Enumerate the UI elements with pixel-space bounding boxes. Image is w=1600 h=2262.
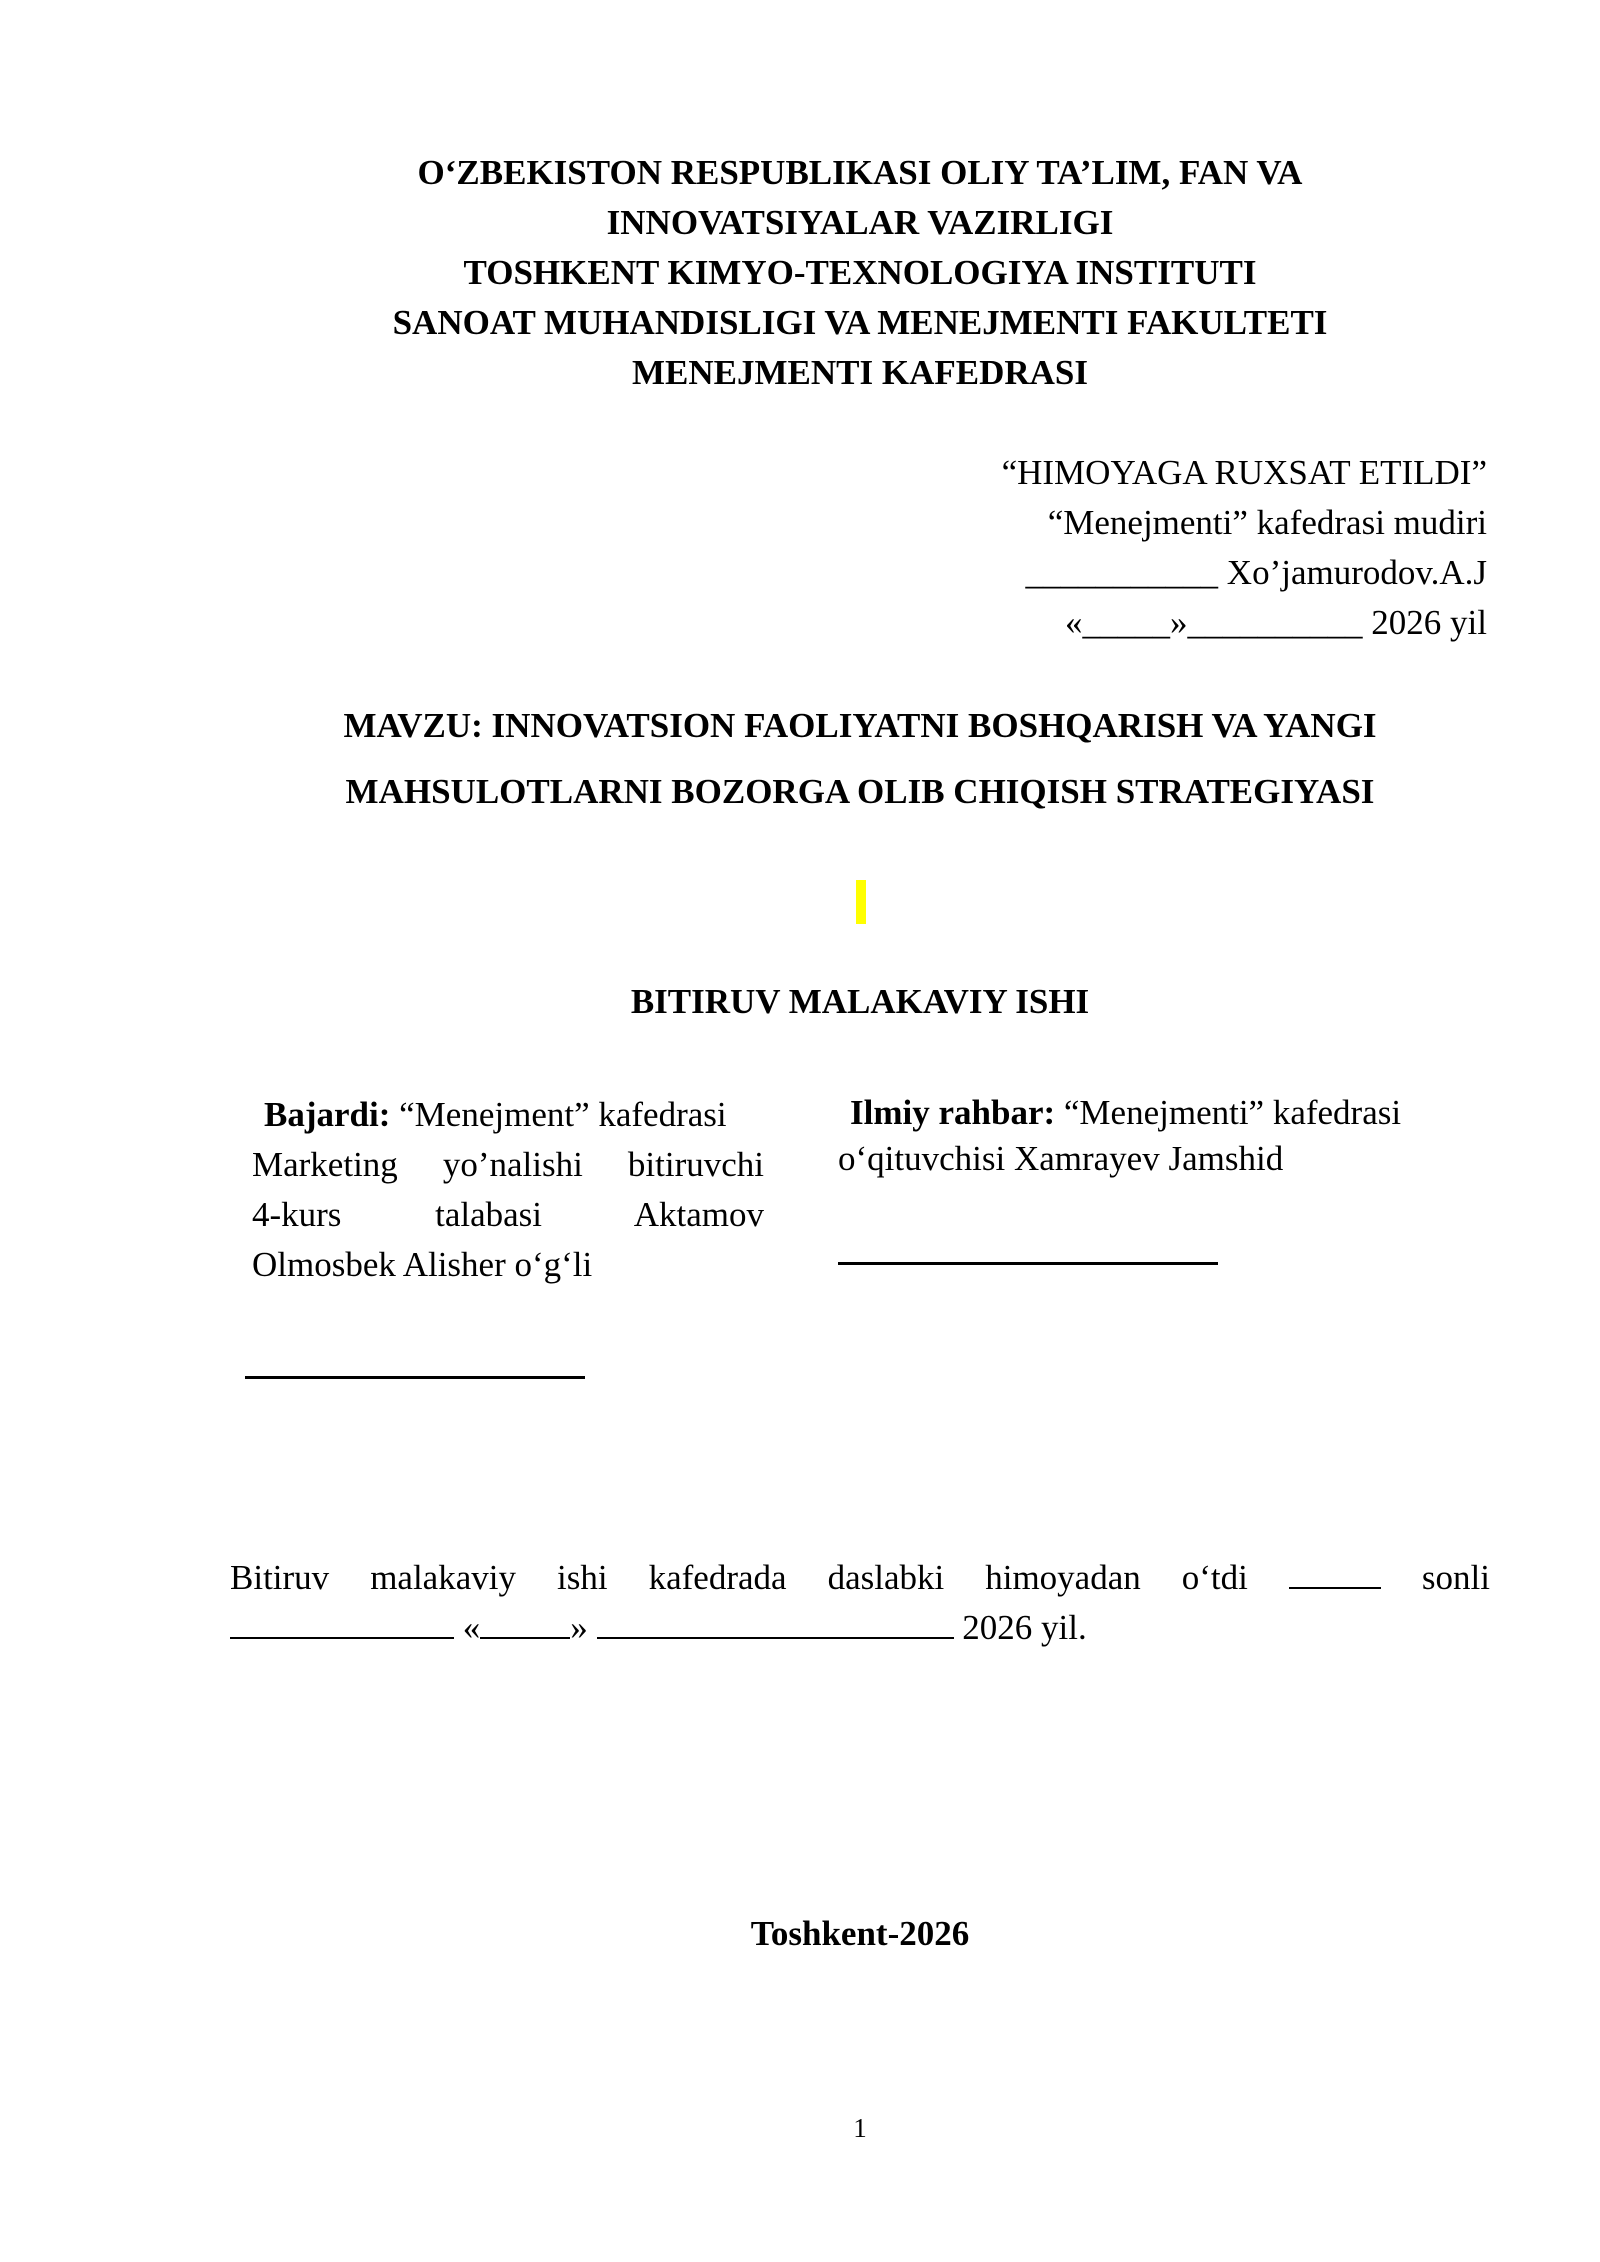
open-quote: « [462,1608,481,1647]
performer-label: Bajardi: [264,1095,391,1134]
defense-word: malakaviy [370,1558,516,1597]
performer-line-2: Marketing yo’nalishi bitiruvchi [252,1145,764,1184]
header-line-5: MENEJMENTI KAFEDRASI [631,353,1088,392]
ministry-header [230,148,1490,398]
topic-line-2: MAHSULOTLARNI BOZORGA OLIB CHIQISH STRATEGIYASI [345,772,1375,811]
performer-line-1 [252,1090,764,1140]
defense-word: sonli [1421,1558,1490,1597]
approval-signature: ___________ Xo’jamurodov.A.J [1025,553,1487,592]
approval-date: «_____»__________ 2026 yil [1065,603,1487,642]
defense-statement [230,1553,1490,1653]
header-line-4: SANOAT MUHANDISLIGI VA MENEJMENTI FAKULTETI [392,303,1328,342]
close-quote: » [570,1608,588,1647]
defense-word: o‘tdi [1181,1558,1248,1597]
city-year: Toshkent-2026 [750,1914,970,1953]
supervisor-block [838,1090,1458,1182]
performer-block [252,1090,764,1290]
topic-block [230,693,1490,825]
supervisor-label: Ilmiy rahbar: [850,1093,1056,1132]
defense-line-2 [230,1603,1490,1653]
defense-word: ishi [557,1558,608,1597]
protocol-blank [230,1603,454,1639]
approval-title: “HIMOYAGA RUXSAT ETILDI” [1001,453,1487,492]
work-title: BITIRUV MALAKAVIY ISHI [630,982,1090,1021]
page-number: 1 [853,2113,867,2143]
topic-line-1: MAVZU: INNOVATSION FAOLIYATNI BOSHQARISH VA YANGI [343,706,1377,745]
header-line-2: INNOVATSIYALAR VAZIRLIGI [606,203,1114,242]
defense-word: himoyadan [985,1558,1141,1597]
supervisor-line-2: o‘qituvchisi Xamrayev Jamshid [838,1139,1284,1178]
header-line-1: O‘ZBEKISTON RESPUBLIKASI OLIY TA’LIM, FAN VA [417,153,1303,192]
supervisor-line-1-rest: “Menejmenti” kafedrasi [1055,1093,1402,1132]
day-blank [480,1603,570,1639]
defense-year: 2026 yil. [962,1608,1087,1647]
header-line-3: TOSHKENT KIMYO-TEXNOLOGIYA INSTITUTI [463,253,1257,292]
month-blank [597,1603,954,1639]
defense-word: Bitiruv [230,1558,330,1597]
supervisor-signature-line [838,1262,1218,1265]
approval-position: “Menejmenti” kafedrasi mudiri [1047,503,1487,542]
performer-line-4: Olmosbek Alisher o‘g‘li [252,1245,593,1284]
performer-signature-line [245,1376,585,1379]
highlight-cursor-mark [856,880,866,924]
defense-word: kafedrada [648,1558,787,1597]
approval-block [880,448,1487,648]
defense-line-1 [230,1553,1490,1603]
performer-line-3: 4-kurs talabasi Aktamov [252,1195,764,1234]
supervisor-line-1 [838,1090,1458,1136]
performer-line-1-rest: “Menejment” kafedrasi [390,1095,727,1134]
number-blank [1289,1553,1381,1589]
defense-word: daslabki [827,1558,945,1597]
